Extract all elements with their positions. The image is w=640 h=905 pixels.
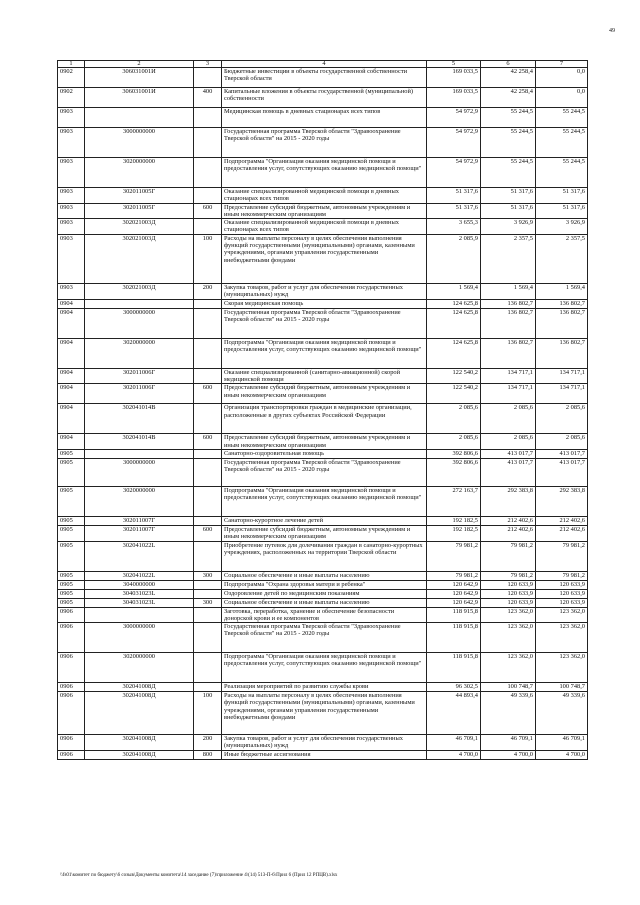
table-row [58,108,588,128]
amount-cell: 79 981,2 [536,571,588,580]
description-cell: Приобретение путевок для долечивания граждан в санаторно-курортных учреждениях, расположенных на территории Тверской области [222,541,427,571]
amount-cell: 134 717,1 [536,368,588,384]
amount-cell: 123 362,0 [536,623,588,653]
section-code-cell: 0905 [58,580,85,589]
description-cell: Санаторно-курортное лечение детей [222,516,427,525]
amount-cell: 2 357,5 [481,234,536,283]
table-row [58,541,588,571]
amount-cell: 55 244,5 [481,158,536,188]
amount-cell: 1 569,4 [481,283,536,299]
amount-cell: 392 806,6 [427,449,481,458]
amount-cell: 413 017,7 [536,449,588,458]
section-code-cell: 0902 [58,68,85,88]
section-code-cell: 0905 [58,589,85,598]
amount-cell: 124 625,8 [427,308,481,338]
amount-cell: 136 802,7 [481,299,536,308]
table-row [58,607,588,623]
description-cell: Расходы на выплаты персоналу в целях обеспечения выполнения функций государственными (муниципальными) органами, казенными учреждениями, органами управления государственными внебюджетными фондами [222,234,427,283]
table-row [58,68,588,88]
header-cell: 5 [427,61,481,68]
table-row [58,283,588,299]
amount-cell: 413 017,7 [536,458,588,486]
amount-cell: 4 700,0 [427,750,481,759]
table-row [58,338,588,368]
target-article-cell: 304031023L [85,589,194,598]
target-article-cell: 302021003Д [85,234,194,283]
description-cell: Подпрограмма "Организация оказания медицинской помощи и предоставления услуг, сопутствующих оказанию медицинской помощи" [222,338,427,368]
amount-cell: 124 625,8 [427,299,481,308]
amount-cell: 55 244,5 [536,108,588,128]
amount-cell: 136 802,7 [536,308,588,338]
expense-type-cell [194,623,222,653]
amount-cell: 51 317,6 [536,203,588,219]
header-cell: 6 [481,61,536,68]
header-cell: 7 [536,61,588,68]
section-code-cell: 0902 [58,88,85,108]
target-article-cell: 302011006Г [85,368,194,384]
section-code-cell: 0905 [58,541,85,571]
amount-cell: 123 362,0 [536,653,588,683]
expense-type-cell: 100 [194,692,222,735]
section-code-cell: 0904 [58,338,85,368]
description-cell: Государственная программа Тверской области "Здравоохранение Тверской области" на 2015 - 2020 годы [222,458,427,486]
amount-cell: 4 700,0 [536,750,588,759]
target-article-cell: 302021003Д [85,283,194,299]
header-cell: 1 [58,61,85,68]
target-article-cell: 3000000000 [85,458,194,486]
amount-cell: 1 569,4 [536,283,588,299]
amount-cell: 3 926,9 [481,219,536,235]
amount-cell: 192 182,5 [427,525,481,541]
target-article-cell: 302041014В [85,404,194,434]
amount-cell: 134 717,1 [536,384,588,404]
target-article-cell [85,449,194,458]
section-code-cell: 0903 [58,158,85,188]
amount-cell: 79 981,2 [427,571,481,580]
description-cell: Подпрограмма "Организация оказания медицинской помощи и предоставления услуг, сопутствующих оказанию медицинской помощи" [222,158,427,188]
expense-type-cell [194,308,222,338]
amount-cell: 51 317,6 [427,188,481,204]
amount-cell: 124 625,8 [427,338,481,368]
expense-type-cell [194,404,222,434]
amount-cell: 2 085,6 [536,404,588,434]
table-row [58,299,588,308]
table-row [58,692,588,735]
amount-cell: 46 709,1 [427,735,481,751]
expense-type-cell [194,589,222,598]
amount-cell: 392 806,6 [427,458,481,486]
amount-cell: 51 317,6 [481,203,536,219]
description-cell: Оздоровление детей по медицинским показаниям [222,589,427,598]
description-cell: Государственная программа Тверской области "Здравоохранение Тверской области" на 2015 - 2020 годы [222,308,427,338]
expense-type-cell [194,580,222,589]
table-row [58,458,588,486]
expense-type-cell [194,188,222,204]
table-row [58,234,588,283]
description-cell: Предоставление субсидий бюджетным, автономным учреждениям и иным некоммерческим организациям [222,434,427,450]
amount-cell: 122 540,2 [427,384,481,404]
amount-cell: 413 017,7 [481,449,536,458]
amount-cell: 212 402,6 [481,525,536,541]
target-article-cell: 302041008Д [85,750,194,759]
target-article-cell: 3020000000 [85,486,194,516]
table-row [58,683,588,692]
expense-type-cell: 600 [194,384,222,404]
section-code-cell: 0903 [58,203,85,219]
description-cell: Организация транспортировки граждан в медицинские организации, расположенные в других субъектах Российской Федерации [222,404,427,434]
expense-type-cell [194,458,222,486]
amount-cell: 51 317,6 [481,188,536,204]
expense-type-cell [194,68,222,88]
description-cell: Оказание специализированной (санитарно-авиационной) скорой медицинской помощи [222,368,427,384]
amount-cell: 1 569,4 [427,283,481,299]
table-row [58,525,588,541]
header-cell: 2 [85,61,194,68]
description-cell: Бюджетные инвестиции в объекты государственной собственности Тверской области [222,68,427,88]
amount-cell: 136 802,7 [536,299,588,308]
table-row [58,623,588,653]
amount-cell: 272 163,7 [427,486,481,516]
header-row [58,61,588,68]
amount-cell: 100 748,7 [536,683,588,692]
target-article-cell: 302041014В [85,434,194,450]
amount-cell: 79 981,2 [536,541,588,571]
table-row [58,188,588,204]
amount-cell: 49 339,6 [536,692,588,735]
section-code-cell: 0906 [58,692,85,735]
amount-cell: 4 700,0 [481,750,536,759]
target-article-cell: 3040000000 [85,580,194,589]
amount-cell: 2 085,9 [427,234,481,283]
description-cell: Подпрограмма "Охрана здоровья матери и ребенка" [222,580,427,589]
description-cell: Предоставление субсидий бюджетным, автономным учреждениям и иным некоммерческим организациям [222,525,427,541]
amount-cell: 120 633,9 [536,589,588,598]
expense-type-cell: 100 [194,234,222,283]
amount-cell: 123 362,0 [481,653,536,683]
target-article-cell: 302041008Д [85,692,194,735]
table-row [58,368,588,384]
description-cell: Предоставление субсидий бюджетным, автономным учреждениям и иным некоммерческим организациям [222,203,427,219]
description-cell: Подпрограмма "Организация оказания медицинской помощи и предоставления услуг, сопутствующих оказанию медицинской помощи" [222,653,427,683]
target-article-cell: 302041008Д [85,683,194,692]
section-code-cell: 0906 [58,653,85,683]
amount-cell: 2 085,6 [481,434,536,450]
target-article-cell: 302021003Д [85,219,194,235]
amount-cell: 120 633,9 [536,598,588,607]
expense-type-cell [194,541,222,571]
target-article-cell: 3020000000 [85,338,194,368]
amount-cell: 136 802,7 [481,338,536,368]
expense-type-cell: 200 [194,283,222,299]
amount-cell: 118 915,8 [427,607,481,623]
description-cell: Государственная программа Тверской области "Здравоохранение Тверской области" на 2015 - 2020 годы [222,128,427,158]
table-row [58,735,588,751]
expense-type-cell [194,486,222,516]
amount-cell: 49 339,6 [481,692,536,735]
amount-cell: 120 633,9 [481,598,536,607]
target-article-cell: 302011007Г [85,516,194,525]
table-row [58,449,588,458]
section-code-cell: 0904 [58,404,85,434]
expense-type-cell [194,449,222,458]
section-code-cell: 0905 [58,598,85,607]
expense-type-cell: 600 [194,525,222,541]
target-article-cell: 302041008Д [85,735,194,751]
description-cell: Социальное обеспечение и иные выплаты населению [222,598,427,607]
table-row [58,486,588,516]
target-article-cell [85,108,194,128]
amount-cell: 292 383,8 [481,486,536,516]
amount-cell: 0,0 [536,68,588,88]
expense-type-cell: 300 [194,598,222,607]
amount-cell: 120 642,9 [427,580,481,589]
section-code-cell: 0904 [58,308,85,338]
target-article-cell [85,299,194,308]
amount-cell: 212 402,6 [481,516,536,525]
table-row [58,589,588,598]
page-number: 49 [609,28,615,34]
table-row [58,219,588,235]
table-row [58,158,588,188]
amount-cell: 79 981,2 [427,541,481,571]
expense-type-cell [194,128,222,158]
amount-cell: 169 033,5 [427,68,481,88]
amount-cell: 51 317,6 [427,203,481,219]
target-article-cell: 302011006Г [85,384,194,404]
target-article-cell: 302041022L [85,571,194,580]
expense-type-cell: 400 [194,88,222,108]
target-article-cell: 306031001И [85,88,194,108]
amount-cell: 169 033,5 [427,88,481,108]
amount-cell: 118 915,8 [427,623,481,653]
description-cell: Социальное обеспечение и иные выплаты населению [222,571,427,580]
amount-cell: 192 182,5 [427,516,481,525]
expense-type-cell: 600 [194,203,222,219]
amount-cell: 0,0 [536,88,588,108]
description-cell: Медицинская помощь в дневных стационарах всех типов [222,108,427,128]
expense-type-cell [194,516,222,525]
section-code-cell: 0903 [58,234,85,283]
target-article-cell: 3020000000 [85,653,194,683]
section-code-cell: 0905 [58,458,85,486]
table-row [58,88,588,108]
amount-cell: 54 972,9 [427,128,481,158]
amount-cell: 120 633,9 [481,589,536,598]
section-code-cell: 0903 [58,128,85,158]
amount-cell: 212 402,6 [536,525,588,541]
target-article-cell: 302011005Г [85,188,194,204]
amount-cell: 54 972,9 [427,108,481,128]
header-cell: 4 [222,61,427,68]
amount-cell: 120 633,9 [536,580,588,589]
amount-cell: 55 244,5 [536,128,588,158]
expense-type-cell [194,299,222,308]
section-code-cell: 0904 [58,299,85,308]
table-row [58,128,588,158]
expense-type-cell [194,338,222,368]
amount-cell: 42 258,4 [481,88,536,108]
table-row [58,516,588,525]
amount-cell: 100 748,7 [481,683,536,692]
target-article-cell: 3000000000 [85,308,194,338]
amount-cell: 134 717,1 [481,368,536,384]
target-article-cell [85,607,194,623]
description-cell: Предоставление субсидий бюджетным, автономным учреждениям и иным некоммерческим организациям [222,384,427,404]
table-row [58,434,588,450]
amount-cell: 123 362,0 [481,623,536,653]
table-row [58,203,588,219]
table-row [58,580,588,589]
section-code-cell: 0906 [58,735,85,751]
description-cell: Заготовка, переработка, хранение и обеспечение безопасности донорской крови и ее компонентов [222,607,427,623]
table-row [58,598,588,607]
amount-cell: 96 302,5 [427,683,481,692]
amount-cell: 136 802,7 [536,338,588,368]
amount-cell: 79 981,2 [481,541,536,571]
footer-file-path: \\fs01\комитет по бюджету\6 созыв\Документы комитета\14 заседание (7)\приложение 4\(14) 513-П-6\Прил 6 (Прил 12 РПЦВ).xlsx [60,873,338,878]
expense-type-cell: 800 [194,750,222,759]
target-article-cell: 3000000000 [85,128,194,158]
section-code-cell: 0906 [58,623,85,653]
amount-cell: 3 926,9 [536,219,588,235]
amount-cell: 120 633,9 [481,580,536,589]
description-cell: Государственная программа Тверской области "Здравоохранение Тверской области" на 2015 - 2020 годы [222,623,427,653]
amount-cell: 3 655,3 [427,219,481,235]
table-row [58,384,588,404]
amount-cell: 2 085,6 [536,434,588,450]
table-row [58,308,588,338]
amount-cell: 79 981,2 [481,571,536,580]
section-code-cell: 0904 [58,434,85,450]
description-cell: Капитальные вложения в объекты государственной (муниципальной) собственности [222,88,427,108]
section-code-cell: 0904 [58,368,85,384]
header-cell: 3 [194,61,222,68]
expense-type-cell [194,158,222,188]
description-cell: Оказание специализированной медицинской помощи в дневных стационарах всех типов [222,188,427,204]
amount-cell: 120 642,9 [427,598,481,607]
expense-type-cell [194,607,222,623]
expense-type-cell [194,683,222,692]
amount-cell: 55 244,5 [536,158,588,188]
section-code-cell: 0906 [58,683,85,692]
amount-cell: 42 258,4 [481,68,536,88]
section-code-cell: 0905 [58,525,85,541]
amount-cell: 292 383,8 [536,486,588,516]
section-code-cell: 0905 [58,571,85,580]
section-code-cell: 0906 [58,607,85,623]
table-row [58,571,588,580]
amount-cell: 44 893,4 [427,692,481,735]
target-article-cell: 304031023L [85,598,194,607]
amount-cell: 55 244,5 [481,128,536,158]
amount-cell: 2 357,5 [536,234,588,283]
section-code-cell: 0903 [58,188,85,204]
amount-cell: 136 802,7 [481,308,536,338]
expense-type-cell [194,219,222,235]
target-article-cell: 302011007Г [85,525,194,541]
section-code-cell: 0903 [58,283,85,299]
amount-cell: 51 317,6 [536,188,588,204]
amount-cell: 2 085,6 [427,404,481,434]
description-cell: Подпрограмма "Организация оказания медицинской помощи и предоставления услуг, сопутствующих оказанию медицинской помощи" [222,486,427,516]
amount-cell: 122 540,2 [427,368,481,384]
target-article-cell: 302011005Г [85,203,194,219]
target-article-cell: 3000000000 [85,623,194,653]
description-cell: Расходы на выплаты персоналу в целях обеспечения выполнения функций государственными (муниципальными) органами, казенными учреждениями, органами управления государственными внебюджетными фондами [222,692,427,735]
amount-cell: 46 709,1 [536,735,588,751]
amount-cell: 123 362,0 [536,607,588,623]
amount-cell: 2 085,6 [481,404,536,434]
section-code-cell: 0905 [58,449,85,458]
section-code-cell: 0903 [58,108,85,128]
target-article-cell: 302041022L [85,541,194,571]
target-article-cell: 306031001И [85,68,194,88]
table-row [58,404,588,434]
amount-cell: 46 709,1 [481,735,536,751]
amount-cell: 54 972,9 [427,158,481,188]
amount-cell: 134 717,1 [481,384,536,404]
amount-cell: 123 362,0 [481,607,536,623]
expense-type-cell: 600 [194,434,222,450]
table-row [58,653,588,683]
description-cell: Закупка товаров, работ и услуг для обеспечения государственных (муниципальных) нужд [222,283,427,299]
table-row [58,750,588,759]
target-article-cell: 3020000000 [85,158,194,188]
description-cell: Закупка товаров, работ и услуг для обеспечения государственных (муниципальных) нужд [222,735,427,751]
section-code-cell: 0905 [58,486,85,516]
expense-type-cell: 300 [194,571,222,580]
description-cell: Реализация мероприятий по развитию службы крови [222,683,427,692]
expense-type-cell: 200 [194,735,222,751]
section-code-cell: 0904 [58,384,85,404]
description-cell: Оказание специализированной медицинской помощи в дневных стационарах всех типов [222,219,427,235]
amount-cell: 2 085,6 [427,434,481,450]
description-cell: Санаторно-оздоровительная помощь [222,449,427,458]
expense-type-cell [194,653,222,683]
description-cell: Иные бюджетные ассигнования [222,750,427,759]
description-cell: Скорая медицинская помощь [222,299,427,308]
section-code-cell: 0905 [58,516,85,525]
amount-cell: 212 402,6 [536,516,588,525]
section-code-cell: 0906 [58,750,85,759]
amount-cell: 413 017,7 [481,458,536,486]
amount-cell: 55 244,5 [481,108,536,128]
budget-table [57,60,588,760]
expense-type-cell [194,368,222,384]
section-code-cell: 0903 [58,219,85,235]
amount-cell: 118 915,8 [427,653,481,683]
amount-cell: 120 642,9 [427,589,481,598]
expense-type-cell [194,108,222,128]
